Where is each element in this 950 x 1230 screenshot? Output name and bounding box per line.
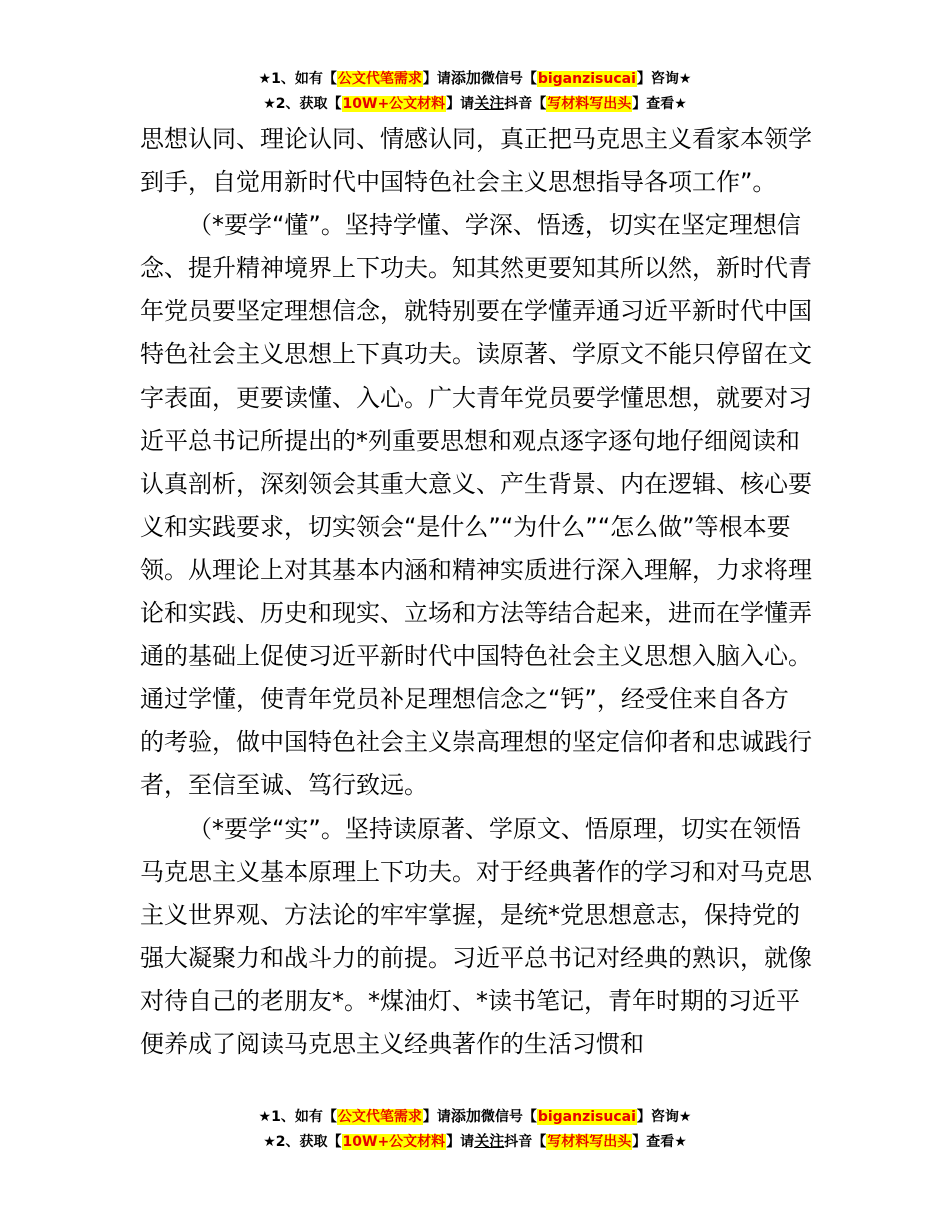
banner-line-2: [0, 91, 950, 116]
banner-highlight: 写材料写出头: [547, 1134, 632, 1150]
banner-text: 】请: [422, 71, 451, 87]
banner-highlight: 写材料写出头: [547, 96, 632, 112]
banner-text: 】查看★: [632, 1134, 687, 1150]
banner-highlight: 10W+公文材料: [342, 1134, 446, 1150]
banner-emphasis: 添加: [450, 69, 481, 87]
banner-highlight: biganzisucai: [537, 1109, 636, 1125]
banner-highlight: 10W+公文材料: [342, 96, 446, 112]
banner-text: 微信号【: [480, 1109, 537, 1125]
document-body: [140, 118, 812, 1066]
banner-line-2: [0, 1129, 950, 1154]
banner-text: 】咨询★: [636, 71, 692, 87]
banner-text: ★2、获取【: [263, 1134, 342, 1150]
banner-text: 】请: [446, 1134, 475, 1150]
footer-banner: [0, 1104, 950, 1154]
banner-line-1: [0, 1104, 950, 1129]
banner-text: ★1、如有【: [258, 1109, 337, 1125]
banner-line-1: [0, 66, 950, 91]
paragraph: （*要学“懂”。坚持学懂、学深、悟透，切实在坚定理想信念、提升精神境界上下功夫。知其然更要知其所以然，新时代青年党员要坚定理想信念，就特别要在学懂弄通习近平新时代中国特色社会主义思想上下真功夫。读原著、学原文不能只停留在文字表面，更要读懂、入心。广大青年党员要学懂思想，就要对习近平总书记所提出的*列重要思想和观点逐字逐句地仔细阅读和认真剖析，深刻领会其重大意义、产生背景、内在逻辑、核心要义和实践要求，切实领会“是什么”“为什么”“怎么做”等根本要领。从理论上对其基本内涵和精神实质进行深入理解，力求将理论和实践、历史和现实、立场和方法等结合起来，进而在学懂弄通的基础上促使习近平新时代中国特色社会主义思想入脑入心。通过学懂，使青年党员补足理想信念之“钙”，经受住来自各方的考验，做中国特色社会主义崇高理想的坚定信仰者和忠诚践行者，至信至诚、笃行致远。: [140, 211, 812, 800]
banner-highlight: biganzisucai: [537, 71, 636, 87]
banner-text: 】查看★: [632, 96, 687, 112]
banner-text: 】请: [422, 1109, 451, 1125]
banner-emphasis: 添加: [450, 1107, 481, 1125]
banner-emphasis: 关注: [474, 94, 505, 112]
banner-text: 抖音【: [504, 1134, 547, 1150]
banner-highlight: 公文代笔需求: [337, 71, 422, 87]
banner-highlight: 公文代笔需求: [337, 1109, 422, 1125]
banner-text: ★1、如有【: [258, 71, 337, 87]
paragraph: 思想认同、理论认同、情感认同，真正把马克思主义看家本领学到手，自觉用新时代中国特色社会主义思想指导各项工作”。: [140, 125, 812, 197]
banner-text: ★2、获取【: [263, 96, 342, 112]
header-banner: [0, 66, 950, 116]
banner-emphasis: 关注: [474, 1132, 505, 1150]
banner-text: 微信号【: [480, 71, 537, 87]
banner-text: 抖音【: [504, 96, 547, 112]
paragraph: （*要学“实”。坚持读原著、学原文、悟原理，切实在领悟马克思主义基本原理上下功夫。对于经典著作的学习和对马克思主义世界观、方法论的牢牢掌握，是统*党思想意志，保持党的强大凝聚力和战斗力的前提。习近平总书记对经典的熟识，就像对待自己的老朋友*。*煤油灯、*读书笔记，青年时期的习近平便养成了阅读马克思主义经典著作的生活习惯和: [140, 814, 812, 1058]
banner-text: 】咨询★: [636, 1109, 692, 1125]
banner-text: 】请: [446, 96, 475, 112]
